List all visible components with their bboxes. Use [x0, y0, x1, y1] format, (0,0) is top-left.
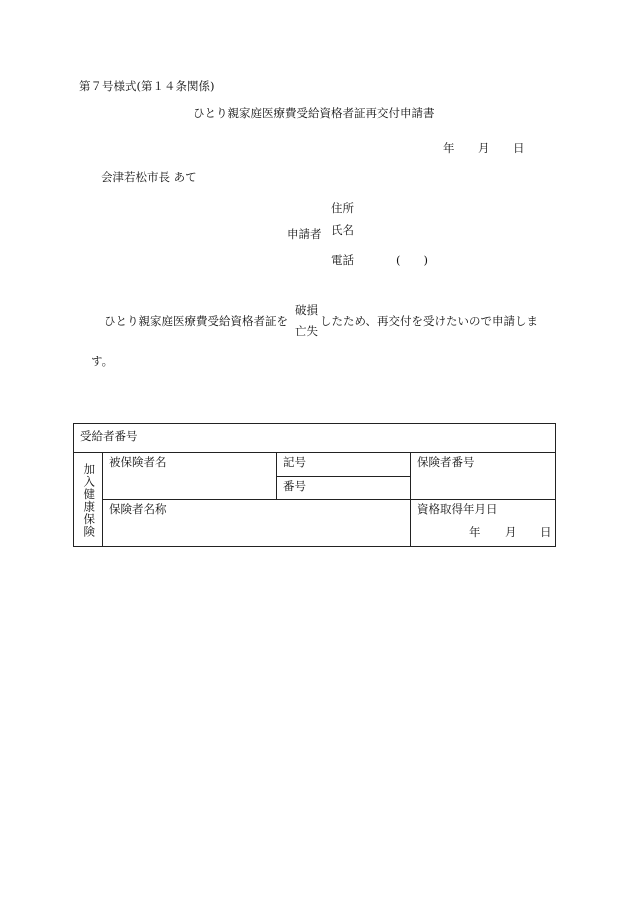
date-day: 日	[513, 141, 525, 155]
body-text-prefix: ひとり親家庭医療費受給資格者証を	[104, 314, 288, 328]
applicant-label: 申請者	[287, 227, 322, 241]
form-number: 第７号様式(第１４条関係)	[79, 79, 215, 93]
table-rule	[276, 452, 277, 499]
symbol-label: 記号	[283, 455, 306, 469]
date-year: 年	[443, 141, 455, 155]
body-text-tail: す。	[91, 354, 114, 368]
insured-name-label: 被保険者名	[109, 455, 167, 469]
acquisition-month: 月	[505, 525, 517, 539]
insurer-number-label: 保険者番号	[417, 455, 475, 469]
phone-area-code-paren: ( )	[396, 253, 428, 267]
acquisition-day: 日	[540, 525, 552, 539]
acquisition-date-label: 資格取得年月日	[417, 502, 498, 516]
address-label: 住所	[331, 201, 354, 215]
body-text-suffix: したため、再交付を受けたいので申請しま	[320, 314, 539, 328]
table-rule	[102, 499, 555, 500]
insurance-side-label: 加入健康保険	[82, 462, 97, 538]
option-loss: 亡失	[295, 324, 318, 338]
date-month: 月	[478, 141, 490, 155]
table-rule	[276, 476, 410, 477]
name-label: 氏名	[331, 223, 354, 237]
insurer-name-label: 保険者名称	[109, 502, 167, 516]
acquisition-year: 年	[469, 525, 481, 539]
table-rule	[410, 452, 411, 546]
table-rule	[74, 452, 555, 453]
recipient-number-field[interactable]	[415, 431, 551, 447]
phone-label: 電話	[331, 253, 354, 267]
number-label: 番号	[283, 479, 306, 493]
document-title: ひとり親家庭医療費受給資格者証再交付申請書	[193, 106, 435, 120]
option-damage: 破損	[295, 303, 318, 317]
recipient-insurance-table	[73, 423, 556, 547]
addressee: 会津若松市長 あて	[101, 170, 197, 184]
recipient-number-label: 受給者番号	[80, 429, 138, 443]
